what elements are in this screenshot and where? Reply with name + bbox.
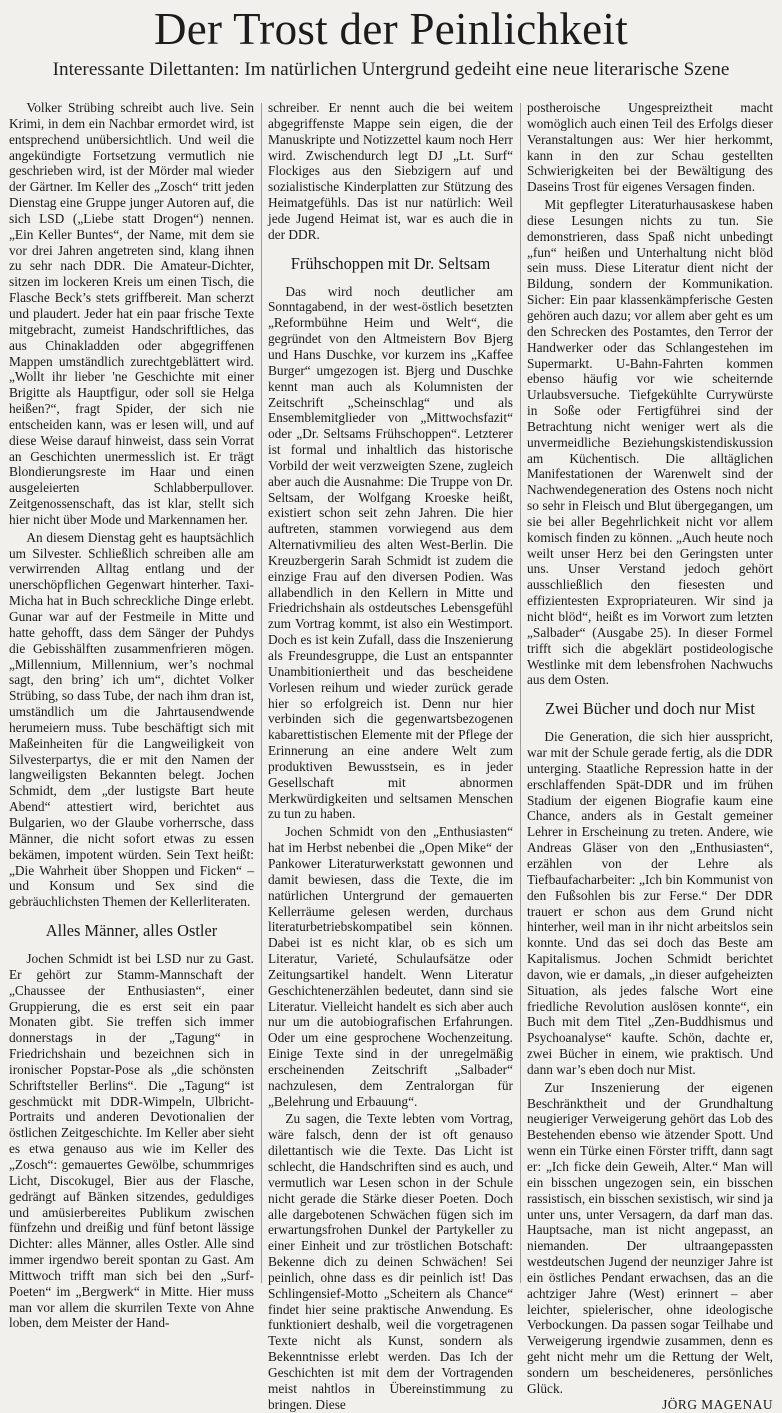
paragraph: Zu sagen, die Texte lebten vom Vortrag, wäre falsch, denn der ist oft genauso dilettantisch wie die Texte. Das Licht ist schlecht, die Handschriften sind es auch, und vermutlich war Lesen schon in der Schule nicht gerade die Stärke dieser Poeten. Doch alle dargebotenen Schwächen fügen sich im erwartungsfrohen Dunkel der Partykeller zu einer Einheit und zur tröstlichen Botschaft: Bekenne dich zu deinen Schwächen! Sei peinlich, ohne dass es dir peinlich ist! Das Schlingensief-Motto „Scheitern als Chance“ findet hier seine praktische Anwendung. Es funktioniert deshalb, weil die vorgetragenen Texte nicht als Kunst, sondern als Bekenntnisse erlebt werden. Das Ich der Geschichten ist mit dem der Vortragenden meist nahtlos in Übereinstimmung zu bringen. Diese [268, 1111, 513, 1412]
paragraph: Zur Inszenierung der eigenen Beschränktheit und der Grundhaltung neugieriger Verweigerung gehört das Lob des Bestehenden ebenso wie ätzender Spott. Und wenn ein Türke einen Förster trifft, dann sagt er: „Ich ficke dein Geweih, Alter.“ Man will ein bisschen ungezogen sein, ein bisschen rassistisch, ein bisschen sexistisch, wir sind ja unter uns, unter Versagern, da darf man das. Hauptsache, man ist nicht angepasst, an niemanden. Der ultraangepassten westdeutschen Jugend der neunziger Jahre ist ein östliches Pendant erwachsen, das an die achtziger Jahre (West) erinnert – aber leichter, spielerischer, ohne ideologische Verbockungen. Da passen sogar Teilhabe und Verweigerung irgendwie zusammen, denn es geht nicht mehr um die Rettung der Welt, sondern um bescheideneres, persönliches Glück. [527, 1079, 773, 1396]
paragraph: Volker Strübing schreibt auch live. Sein Krimi, in dem ein Nachbar ermordet wird, ist entsprechend unübersichtlich. Und weil die angekündigte Fortsetzung vermutlich nie geschrieben wird, ist der Mörder mal wieder der Gärtner. Im Keller des „Zosch“ tritt jeden Dienstag eine Gruppe junger Autoren auf, die sich LSD („Liebe statt Drogen“) nennen. „Ein Keller Buntes“, der Name, mit dem sie vor drei Jahren angetreten sind, klang ihnen zu sehr nach DDR. Die Amateur-Dichter, sitzen im lockeren Kreis um einen Tisch, die Flasche Beck’s stets griffbereit. Man scherzt und plaudert. Jeder hat ein paar frische Texte mitgebracht, zumeist Handschriftliches, das aus Chinakladden oder abgegriffenen Mappen umständlich zurechtgeblättert wird. „Wollt ihr lieber 'ne Geschichte mit einer Brigitte als Hauptfigur, oder soll sie Helga heißen?“, fragt Spider, der sich nie entscheiden kann, was er lesen will, und auf diese Weise darauf hinweist, dass sein Vorrat an Geschichten unermesslich ist. Er trägt Blondierungsreste im Haar und einen ausgeleierten Schlabberpullover. Zeitgenossenschaft, das ist klar, stellt sich hier nicht über Mode und Markennamen her. [9, 100, 254, 527]
author-signature: JÖRG MAGENAU [662, 1396, 773, 1412]
paragraph: schreiber. Er nennt auch die bei weitem abgegriffenste Mappe sein eigen, die der Manuskripte und Notizzettel kaum noch Herr wird. Zwischendurch legt DJ „Lt. Surf“ Flockiges aus den Siebzigern auf und sozialistische Kinderplatten zur Stützung des Heimatgefühls. Das ist nur natürlich: Weil jede Jugend Heimat ist, war es auch die in der DDR. [268, 100, 513, 242]
paragraph: An diesem Dienstag geht es hauptsächlich um Silvester. Schließlich schreiben alle am verwirrenden Alltag entlang und der unerschöpflichen Gegenwart hinterher. Taxi-Micha hat in Buch schreckliche Dinge erlebt. Gunar war auf der Festmeile in Mitte und hatte gehofft, dass dem Sänger der Puhdys die Gebisshälften zusammenfrieren mögen. „Millennium, Millennium, wer’s nochmal sagt, den bring’ ich um“, dichtet Volker Strübing, so dass Tube, der nach ihm dran ist, umständlich um die Jahrtausendwende herumeiern muss. Tube beschäftigt sich mit Maßeinheiten für die Langweiligkeit von Silvesterpartys, die er mit den Namen der langweiligsten Bekannten belegt. Jochen Schmidt, dem „der lustigste Bart heute Abend“ attestiert wird, berichtet aus Bulgarien, wo der Glaube vorherrsche, dass Männer, die nicht sofort etwas zu essen bekämen, impotent würden. Sein Text heißt: „Die Wahrheit über Shoppen und Ficken“ – und Konsum und Sex sind die gebräuchlichsten Themen der Kellerliteraten. [9, 529, 254, 910]
section-heading: Zwei Bücher und doch nur Mist [545, 699, 755, 719]
paragraph: postheroische Ungespreiztheit macht womöglich auch einen Teil des Erfolgs dieser Veranstaltungen aus: Wer hier herkommt, kann in den zur Schau gestellten Schwierigkeiten bei der Bewältigung des Daseins Trost für eigenes Versagen finden. [527, 100, 773, 195]
column-3 [527, 100, 773, 1412]
paragraph: Jochen Schmidt ist bei LSD nur zu Gast. Er gehört zur Stamm-Mannschaft der „Chaussee der Enthusiasten“, einer Gruppierung, die es erst seit ein paar Monaten gibt. Sie treffen sich immer donnerstags in der „Tagung“ in Friedrichshain und bezeichnen sich in ironischer Popstar-Pose als „die schönsten Schriftsteller Berlins“. Die „Tagung“ ist geschmückt mit DDR-Wimpeln, Ulbricht-Portraits und anderen Devotionalien der östlichen Zeitgeschichte. Im Keller aber sieht es etwa genauso aus wie im Keller des „Zosch“: gemauertes Gewölbe, schummriges Licht, Discokugel, Bier aus der Flasche, gedrängt auf Bänken sitzendes, geduldiges und amüsierbereites Publikum zwischen fünfzehn und dreißig und fünf betont lässige Dichter: alles Männer, alles Ostler. Alle sind immer irgendwo bereit spontan zu Gast. Am Mittwoch trifft man sich bei den „Surf-Poeten“ im „Bergwerk“ in Mitte. Hier muss man vor allem die skurrilen Texte von Ahne loben, dem Meister der Hand- [9, 951, 254, 1331]
column-rule [520, 103, 521, 1283]
paragraph: Mit gepflegter Literaturhausaskese haben diese Lesungen nichts zu tun. Sie demonstrieren, dass Spaß nicht unbedingt „fun“ heißen und Unterhaltung nicht blöd sein muss. Diese Literatur dient nicht der Bildung, sondern der Kommunikation. Sicher: Ein paar klassenkämpferische Gesten gehören auch dazu; vor allem aber geht es um den Schrecken des Postamtes, den Terror der Handwerker oder das Schlangestehen im Supermarkt. U-Bahn-Fahrten kommen ebenso häufig vor wie scheiternde Urlaubsversuche. Tiefgekühlte Currywürste in Soße oder Fertigführei sind der Betrachtung nicht weniger wert als die unvermeidliche Beziehungskistendiskussion am Küchentisch. Die alltäglichen Manifestationen der Warenwelt sind der Nachwendegeneration des Ostens noch nicht so sehr in Fleisch und Blut übergegangen, um sie bei aller Begehrlichkeit nicht vor allem komisch finden zu können. „Auch heute noch weilt unser Herz bei den Geringsten unter uns. Unser Verstand jedoch gehört ausschließlich den fiesesten und effizientesten Expropriateuren. Wir sind ja nicht blöd“, heißt es im Vorwort zum letzten „Salbader“ (Ausgabe 25). In dieser Formel trifft sich die abgeklärt postideologische Westlinke mit dem lebensfrohen Nachwuchs aus dem Osten. [527, 197, 773, 688]
paragraph: Jochen Schmidt von den „Enthusiasten“ hat im Herbst nebenbei die „Open Mike“ der Pankower Literaturwerkstatt gewonnen und damit bewiesen, dass die Texte, die im natürlichen Untergrund der gemauerten Kellerräume gelesen werden, durchaus literaturbetriebskompatibel sein können. Dabei ist es nicht klar, ob es sich um Literatur, Varieté, Schulaufsätze oder Zeitungsartikel handelt. Wenn Literatur Geschichtenerzählen bedeutet, dann sind sie Literatur. Vielleicht handelt es sich aber auch nur um die autobiografischen Erfahrungen. Oder um eine gesprochene Wochenzeitung. Einige Texte sind in der unregelmäßig erscheinenden Zeitschrift „Salbader“ nachzulesen, dem Zentralorgan für „Belehrung und Erbauung“. [268, 824, 513, 1109]
section-heading: Alles Männer, alles Ostler [45, 921, 218, 941]
paragraph: Die Generation, die sich hier ausspricht, war mit der Schule gerade fertig, als die DDR unterging. Staatliche Repression hatte in der erschlaffenden Spät-DDR und im frühen Stadium der eigenen Biografie kaum eine Chance, anders als in Gestalt gemeiner Lehrer in Erscheinung zu treten. Andere, wie Andreas Gläser von den „Enthusiasten“, erzählen von der Lehre als Tiefbaufacharbeiter: „Ich bin Kommunist von den Fußsohlen bis zur Ferse.“ Der DDR trauert er schon aus dem Grund nicht hinterher, weil man in ihr nicht arbeitslos sein konnte. Und das sei doch das Beste am Kapitalismus. Jochen Schmidt berichtet davon, wie er damals, „in dieser aufgeheizten Situation, als jedes falsche Wort eine friedliche Revolution auslösen konnte“, ein Buch mit dem Titel „Zen-Buddhismus und Psychoanalyse“ kaufte. Schön, dachte er, zwei Bücher in einem, wie praktisch. Und dann war’s eben doch nur Mist. [527, 729, 773, 1077]
headline: Der Trost der Peinlichkeit [153, 4, 628, 54]
column-1 [9, 100, 254, 1331]
subheadline: Interessante Dilettanten: Im natürlichen Untergrund gedeiht eine neue literarische Szene [52, 59, 730, 80]
column-rule [261, 103, 262, 1283]
column-2 [268, 100, 513, 1412]
paragraph: Das wird noch deutlicher am Sonntagabend, in der west-östlich besetzten „Reformbühne Heim und Welt“, die gegründet von den Altmeistern Bov Bjerg und Hans Duschke, vor kurzem ins „Kaffee Burger“ umgezogen ist. Bjerg und Duschke kennt man auch als Kolumnisten der Zeitschrift „Scheinschlag“ und als Ensemblemitglieder von „Mittwochsfazit“ oder „Dr. Seltsams Frühschoppen“. Letzterer ist formal und inhaltlich das historische Vorbild der weit verzweigten Szene, zugleich aber auch die Ausnahme: Die Truppe von Dr. Seltsam, der Wolfgang Kroeske heißt, existiert schon seit zehn Jahren. Die hier auftreten, stammen vorwiegend aus dem Alternativmilieu des alten West-Berlin. Die Kreuzbergerin Sarah Schmidt ist zudem die einzige Frau auf den diversen Podien. Was allabendlich in den Kellern in Mitte und Friedrichshain als ostdeutsches Lebensgefühl zum Vortrag kommt, ist also ein Westimport. Doch es ist kein Zufall, dass die Inszenierung als Freundesgruppe, die Lust an entspannter Unambitioniertheit und das bescheidene Vorlesen reihum und wieder zurück gerade hier so erfolgreich ist. Denn nur hier verbinden sich die gegenwartsbezogenen kabarettistischen Elemente mit der Pflege der Erinnerung an eine andere Welt zum produktiven Bewusstsein, es in jeder Gesellschaft mit abnormen Merkwürdigkeiten und seltsamen Menschen zu tun zu haben. [268, 283, 513, 822]
section-heading: Frühschoppen mit Dr. Seltsam [290, 253, 491, 273]
